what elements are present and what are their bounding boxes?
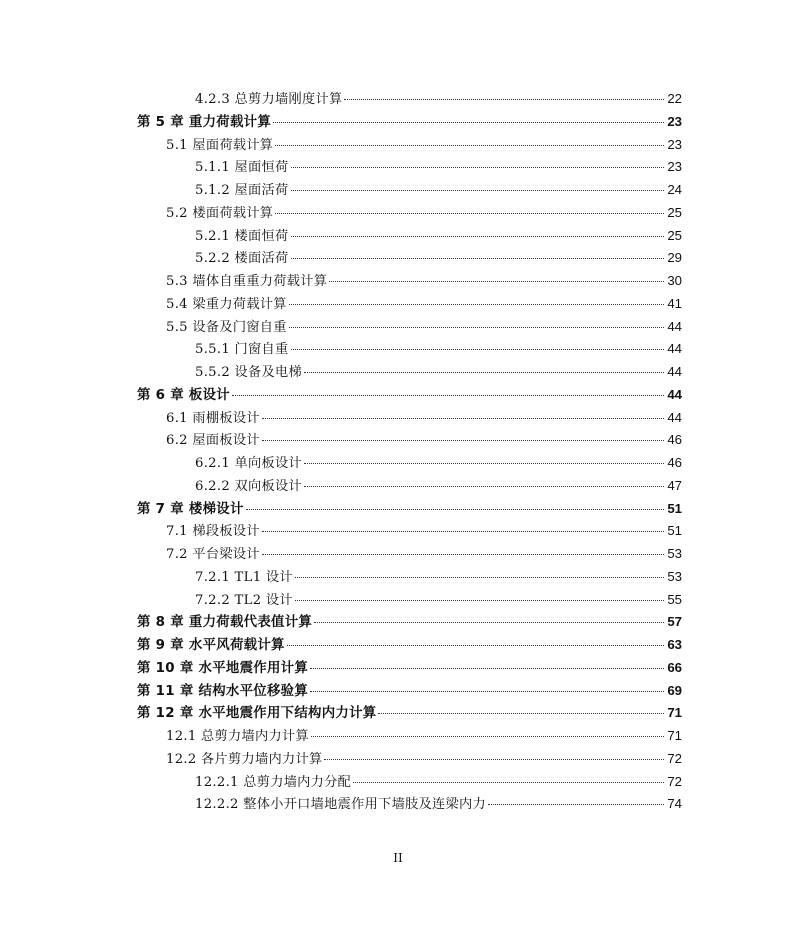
toc-entry-title: 12.2 各片剪力墙内力计算	[166, 751, 323, 767]
toc-entry-title: 5.2 楼面荷载计算	[166, 205, 274, 221]
toc-entry-page-number: 22	[667, 91, 682, 106]
toc-entry-title: 5.2.2 楼面活荷	[195, 251, 289, 267]
toc-entry-title: 第 12 章 水平地震作用下结构内力计算	[137, 706, 377, 722]
toc-dot-leader	[304, 486, 664, 487]
table-of-contents	[0, 88, 796, 816]
toc-subsection-entry	[0, 247, 796, 270]
toc-dot-leader	[232, 395, 664, 396]
toc-dot-leader	[353, 782, 664, 783]
toc-entry-page-number: 44	[667, 409, 682, 425]
toc-entry-page-number: 74	[667, 796, 682, 812]
toc-subsection-entry	[0, 475, 796, 498]
toc-dot-leader	[295, 577, 664, 578]
toc-dot-leader	[310, 691, 664, 692]
toc-chapter-entry	[0, 384, 796, 407]
toc-dot-leader	[378, 713, 664, 714]
toc-subsection-entry	[0, 452, 796, 475]
toc-chapter-entry	[0, 680, 796, 703]
toc-dot-leader	[246, 509, 665, 510]
toc-entry-title: 第 7 章 楼梯设计	[137, 501, 244, 517]
toc-chapter-entry	[0, 111, 796, 134]
toc-entry-page-number: 30	[667, 273, 682, 288]
toc-section-entry	[0, 543, 796, 566]
toc-dot-leader	[262, 440, 665, 441]
toc-entry-page-number: 51	[667, 500, 682, 516]
toc-entry-page-number: 71	[667, 705, 682, 721]
toc-entry-title: 7.1 梯段板设计	[166, 524, 260, 540]
toc-entry-title: 5.2.1 楼面恒荷	[195, 228, 289, 244]
toc-dot-leader	[273, 122, 664, 123]
toc-section-entry	[0, 293, 796, 316]
toc-entry-page-number: 41	[667, 295, 682, 311]
toc-entry-page-number: 23	[667, 136, 682, 152]
toc-entry-title: 第 10 章 水平地震作用计算	[137, 660, 309, 676]
toc-entry-title: 5.4 梁重力荷载计算	[166, 296, 287, 312]
toc-entry-page-number: 47	[667, 477, 682, 493]
toc-entry-page-number: 51	[667, 523, 682, 539]
toc-entry-page-number: 53	[667, 568, 682, 584]
toc-section-entry	[0, 202, 796, 225]
toc-entry-page-number: 46	[667, 432, 682, 448]
toc-entry-title: 7.2.2 TL2 设计	[195, 592, 293, 608]
toc-entry-title: 7.2.1 TL1 设计	[195, 569, 293, 585]
toc-dot-leader	[291, 190, 665, 191]
toc-entry-page-number: 25	[667, 227, 682, 243]
toc-entry-title: 5.5.1 门窗自重	[195, 342, 289, 358]
toc-entry-title: 12.2.1 总剪力墙内力分配	[195, 774, 352, 790]
toc-entry-title: 7.2 平台梁设计	[166, 547, 260, 562]
toc-dot-leader	[291, 258, 665, 259]
toc-dot-leader	[314, 622, 664, 623]
toc-section-entry	[0, 520, 796, 543]
toc-entry-title: 5.1.2 屋面活荷	[195, 183, 289, 198]
toc-subsection-entry	[0, 361, 796, 384]
toc-subsection-entry	[0, 338, 796, 361]
toc-section-entry	[0, 134, 796, 157]
toc-entry-title: 第 8 章 重力荷载代表值计算	[137, 615, 313, 631]
toc-chapter-entry	[0, 634, 796, 657]
toc-dot-leader	[262, 418, 665, 419]
toc-entry-title: 12.2.2 整体小开口墙地震作用下墙肢及连梁内力	[195, 797, 487, 813]
toc-entry-page-number: 57	[667, 614, 682, 630]
toc-entry-title: 第 5 章 重力荷载计算	[137, 114, 272, 130]
toc-dot-leader	[291, 349, 665, 350]
toc-entry-page-number: 44	[667, 364, 682, 379]
toc-subsection-entry	[0, 793, 796, 816]
toc-dot-leader	[304, 372, 664, 373]
toc-dot-leader	[310, 668, 664, 669]
toc-entry-title: 第 6 章 板设计	[137, 387, 230, 403]
toc-dot-leader	[304, 463, 664, 464]
toc-dot-leader	[311, 736, 664, 737]
toc-entry-page-number: 63	[667, 637, 682, 652]
toc-entry-page-number: 23	[667, 113, 682, 129]
toc-dot-leader	[488, 804, 664, 805]
toc-entry-title: 5.5.2 设备及电梯	[195, 365, 302, 380]
toc-entry-title: 6.2.1 单向板设计	[195, 456, 302, 471]
toc-dot-leader	[344, 99, 664, 100]
toc-dot-leader	[289, 327, 665, 328]
page-footer-number: II	[393, 851, 403, 865]
toc-subsection-entry	[0, 225, 796, 248]
toc-entry-page-number: 44	[667, 341, 682, 357]
toc-dot-leader	[291, 236, 665, 237]
toc-entry-title: 5.5 设备及门窗自重	[166, 319, 287, 335]
toc-entry-title: 6.1 雨棚板设计	[166, 410, 260, 426]
toc-dot-leader	[329, 281, 664, 282]
toc-entry-page-number: 25	[667, 204, 682, 220]
toc-section-entry	[0, 407, 796, 430]
toc-subsection-entry	[0, 771, 796, 794]
toc-entry-page-number: 69	[667, 682, 682, 698]
toc-entry-page-number: 24	[667, 182, 682, 197]
toc-section-entry	[0, 429, 796, 452]
toc-entry-page-number: 29	[667, 250, 682, 266]
toc-entry-page-number: 72	[667, 750, 682, 766]
toc-dot-leader	[262, 554, 665, 555]
toc-chapter-entry	[0, 611, 796, 634]
toc-section-entry	[0, 748, 796, 771]
toc-subsection-entry	[0, 179, 796, 202]
toc-chapter-entry	[0, 702, 796, 725]
toc-entry-page-number: 55	[667, 591, 682, 607]
toc-entry-title: 第 11 章 结构水平位移验算	[137, 683, 309, 699]
toc-entry-title: 4.2.3 总剪力墙刚度计算	[195, 92, 343, 107]
toc-dot-leader	[275, 213, 664, 214]
toc-subsection-entry	[0, 88, 796, 111]
toc-entry-page-number: 44	[667, 318, 682, 334]
toc-subsection-entry	[0, 589, 796, 612]
toc-entry-title: 6.2 屋面板设计	[166, 433, 260, 449]
toc-entry-page-number: 66	[667, 659, 682, 675]
toc-entry-title: 5.1.1 屋面恒荷	[195, 160, 289, 176]
toc-entry-page-number: 23	[667, 159, 682, 175]
toc-dot-leader	[275, 145, 664, 146]
toc-section-entry	[0, 316, 796, 339]
toc-subsection-entry	[0, 156, 796, 179]
toc-dot-leader	[324, 759, 664, 760]
toc-entry-page-number: 72	[667, 773, 682, 789]
toc-dot-leader	[295, 600, 664, 601]
toc-section-entry	[0, 270, 796, 293]
toc-entry-title: 5.1 屋面荷载计算	[166, 137, 274, 153]
toc-entry-title: 5.3 墙体自重重力荷载计算	[166, 274, 328, 289]
toc-dot-leader	[291, 167, 665, 168]
toc-entry-page-number: 46	[667, 455, 682, 470]
toc-entry-title: 6.2.2 双向板设计	[195, 478, 302, 494]
toc-dot-leader	[287, 645, 665, 646]
toc-entry-page-number: 44	[667, 386, 682, 402]
toc-entry-title: 12.1 总剪力墙内力计算	[166, 729, 309, 744]
toc-section-entry	[0, 725, 796, 748]
toc-entry-page-number: 53	[667, 546, 682, 561]
toc-entry-page-number: 71	[667, 728, 682, 743]
toc-chapter-entry	[0, 498, 796, 521]
toc-entry-title: 第 9 章 水平风荷载计算	[137, 638, 285, 653]
toc-subsection-entry	[0, 566, 796, 589]
toc-dot-leader	[262, 531, 665, 532]
toc-dot-leader	[289, 304, 665, 305]
toc-chapter-entry	[0, 657, 796, 680]
